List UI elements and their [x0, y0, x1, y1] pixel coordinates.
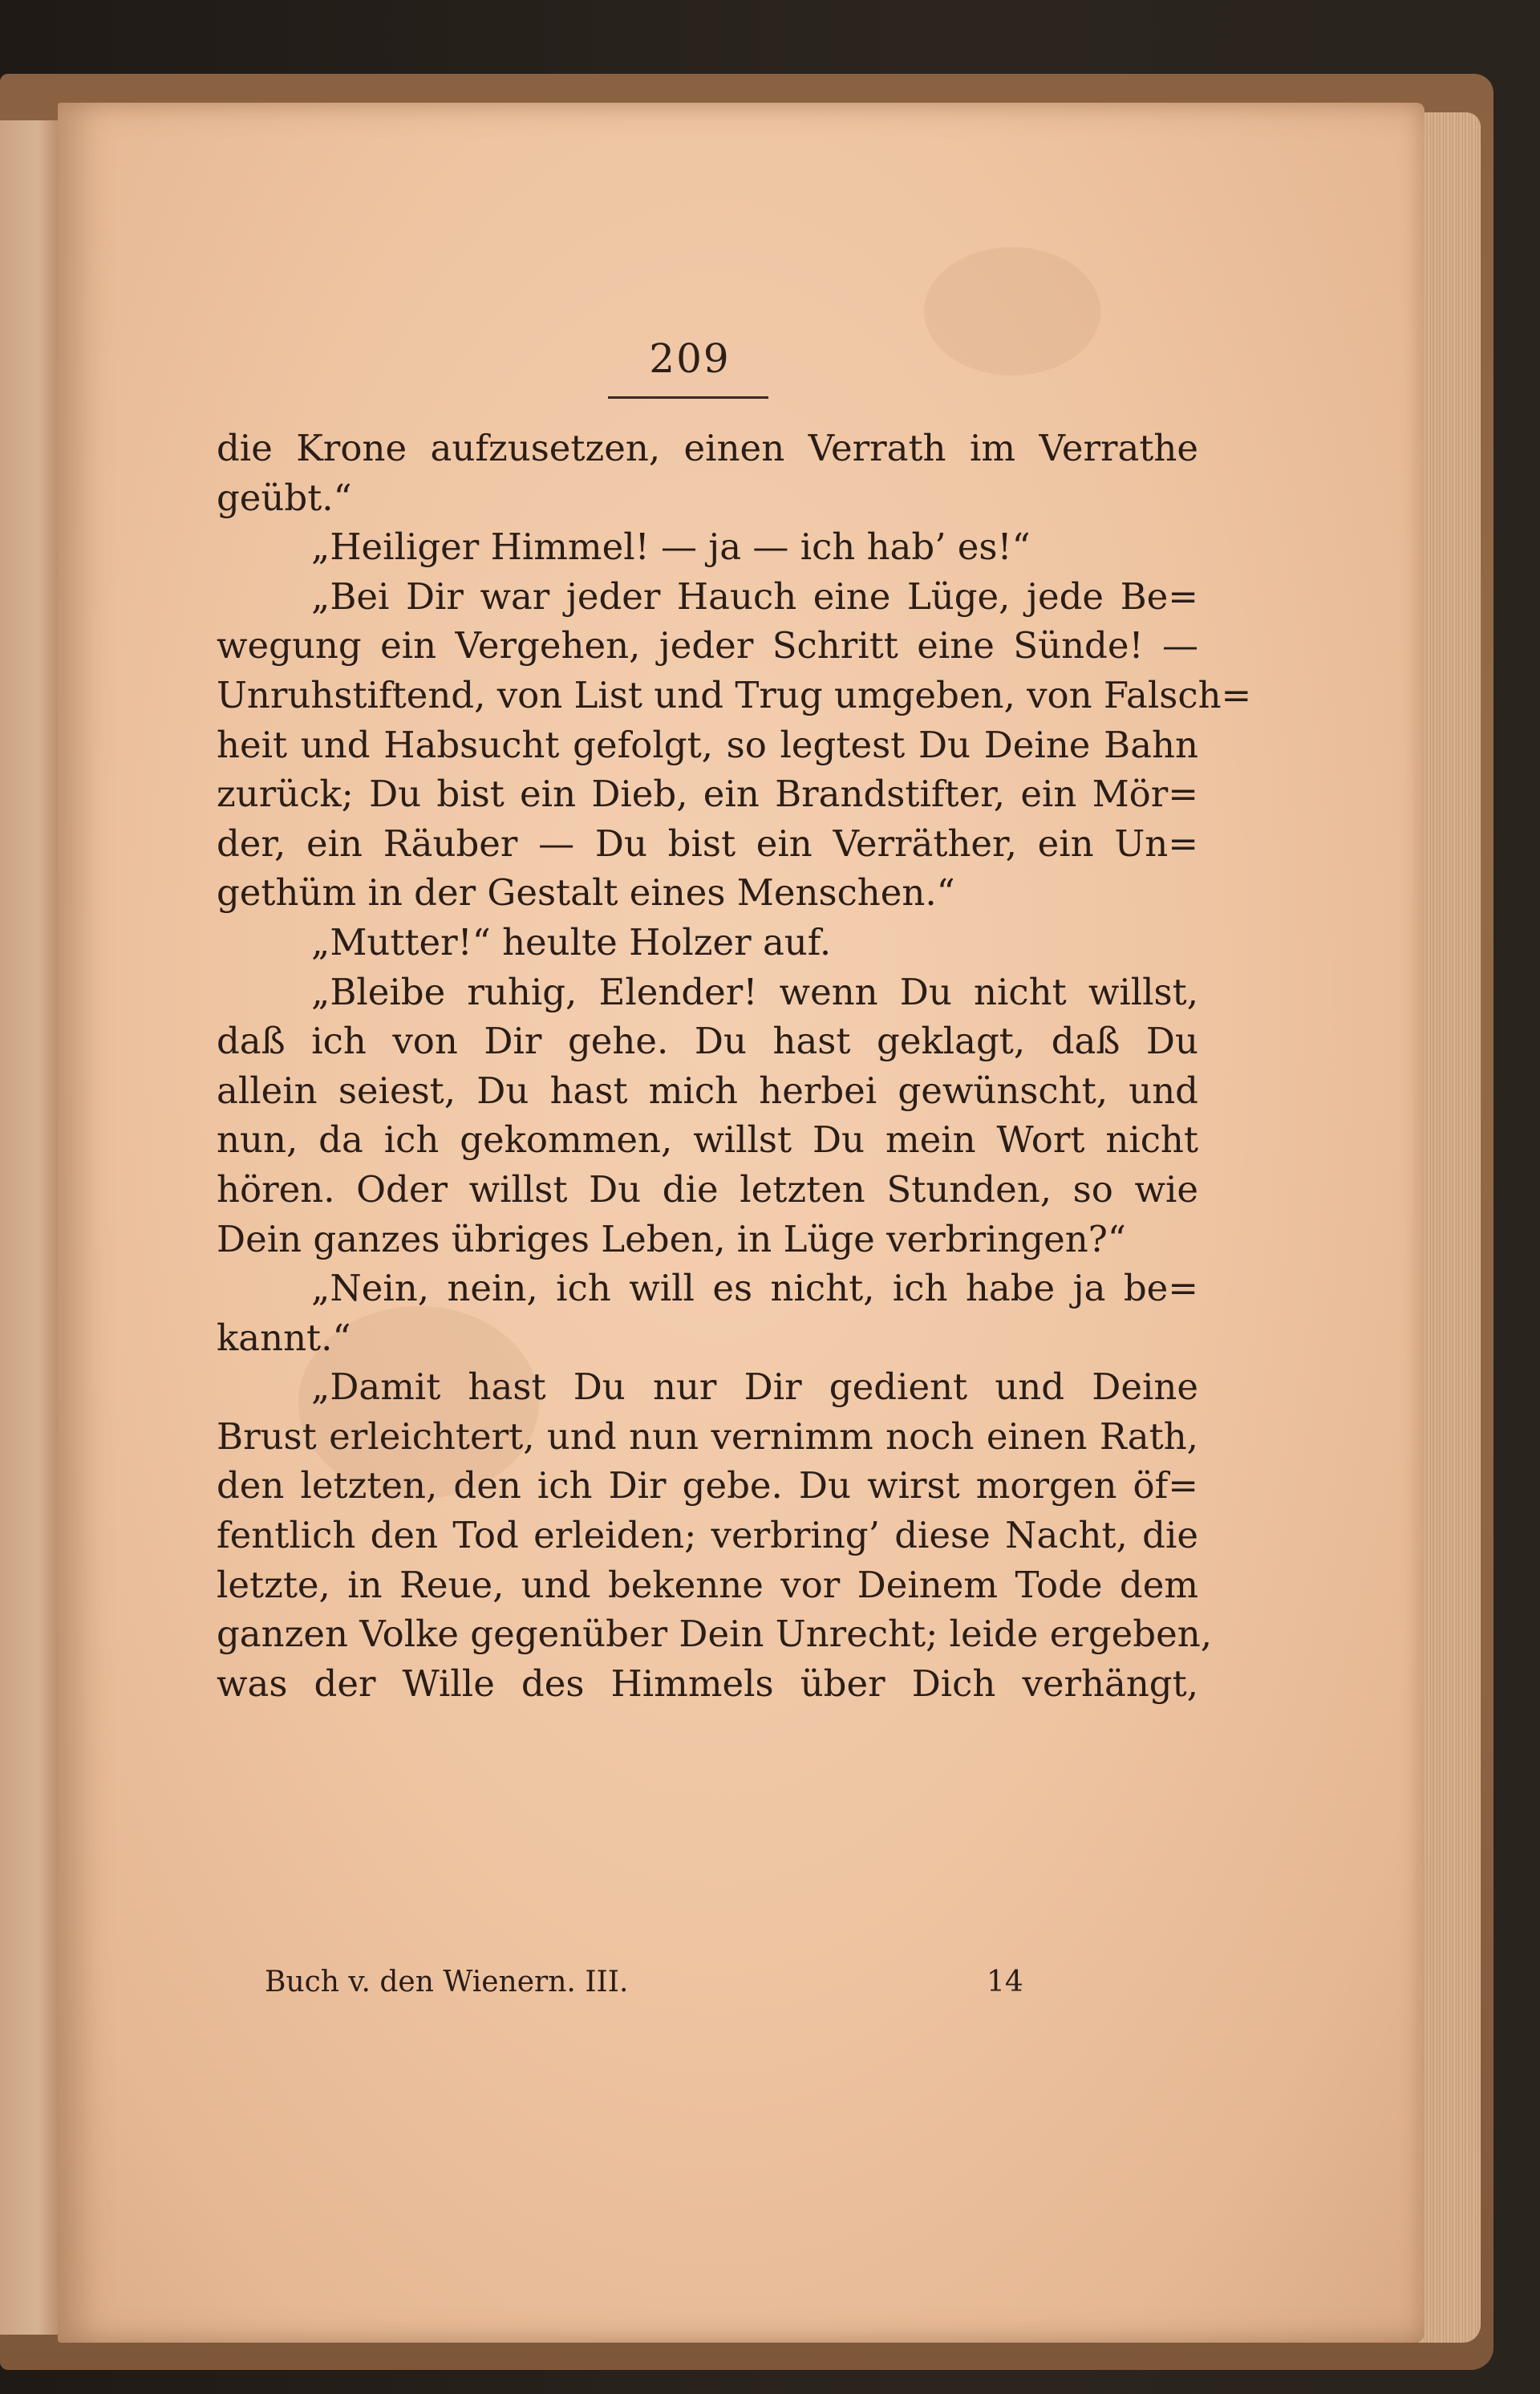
text-line: ganzen Volke gegenüber Dein Unrecht; leide ergeben,: [217, 1613, 1213, 1656]
text-line: fentlich den Tod erleiden; verbring’ diese Nacht, die: [217, 1514, 1198, 1557]
paper-stain: [924, 247, 1100, 375]
text-line: „Nein, nein, ich will es nicht, ich habe ja be=: [311, 1267, 1198, 1310]
left-facing-page-edge: [0, 120, 63, 2335]
text-line: den letzten, den ich Dir gebe. Du wirst morgen öf=: [217, 1464, 1198, 1507]
text-line: heit und Habsucht gefolgt, so legtest Du Deine Bahn: [217, 723, 1198, 766]
text-line: „Heiliger Himmel! — ja — ich hab’ es!“: [311, 525, 1031, 569]
text-line: „Damit hast Du nur Dir gedient und Deine: [311, 1365, 1198, 1409]
text-line: daß ich von Dir gehe. Du hast geklagt, daß Du: [217, 1020, 1198, 1063]
text-line: kannt.“: [217, 1316, 351, 1359]
text-line: gethüm in der Gestalt eines Menschen.“: [217, 871, 955, 915]
text-line: Brust erleichtert, und nun vernimm noch einen Rath,: [217, 1414, 1198, 1458]
body-text: [217, 424, 1252, 1708]
footer-book-title: Buch v. den Wienern. III.: [265, 1966, 629, 1998]
page-number: 209: [649, 335, 731, 382]
text-line: letzte, in Reue, und bekenne vor Deinem Tode dem: [217, 1563, 1198, 1606]
text-line: „Bleibe ruhig, Elender! wenn Du nicht willst,: [311, 970, 1198, 1013]
text-line: nun, da ich gekommen, willst Du mein Wort nicht: [217, 1118, 1198, 1162]
text-line: die Krone aufzusetzen, einen Verrath im Verrathe: [217, 427, 1198, 469]
text-line: „Bei Dir war jeder Hauch eine Lüge, jede Be=: [311, 574, 1198, 618]
text-line: allein seiest, Du hast mich herbei gewünscht, und: [217, 1069, 1198, 1112]
text-line: was der Wille des Himmels über Dich verhängt,: [217, 1662, 1198, 1705]
text-line: Dein ganzes übriges Leben, in Lüge verbringen?“: [217, 1217, 1126, 1260]
text-line: der, ein Räuber — Du bist ein Verräther, ein Un=: [217, 822, 1198, 865]
text-line: Unruhstiftend, von List und Trug umgeben, von Falsch=: [217, 673, 1252, 716]
text-line: hören. Oder willst Du die letzten Stunden, so wie: [217, 1167, 1198, 1211]
text-line: „Mutter!“ heulte Holzer auf.: [311, 920, 832, 964]
text-line: wegung ein Vergehen, jeder Schritt eine Sünde! —: [217, 624, 1198, 667]
page-footer: [265, 1966, 1075, 2009]
text-line: zurück; Du bist ein Dieb, ein Brandstifter, ein Mör=: [217, 773, 1198, 816]
page-number-rule: [608, 396, 768, 399]
footer-signature-mark: 14: [987, 1966, 1023, 1998]
text-line: geübt.“: [217, 476, 352, 519]
page-edges: [1418, 112, 1481, 2343]
